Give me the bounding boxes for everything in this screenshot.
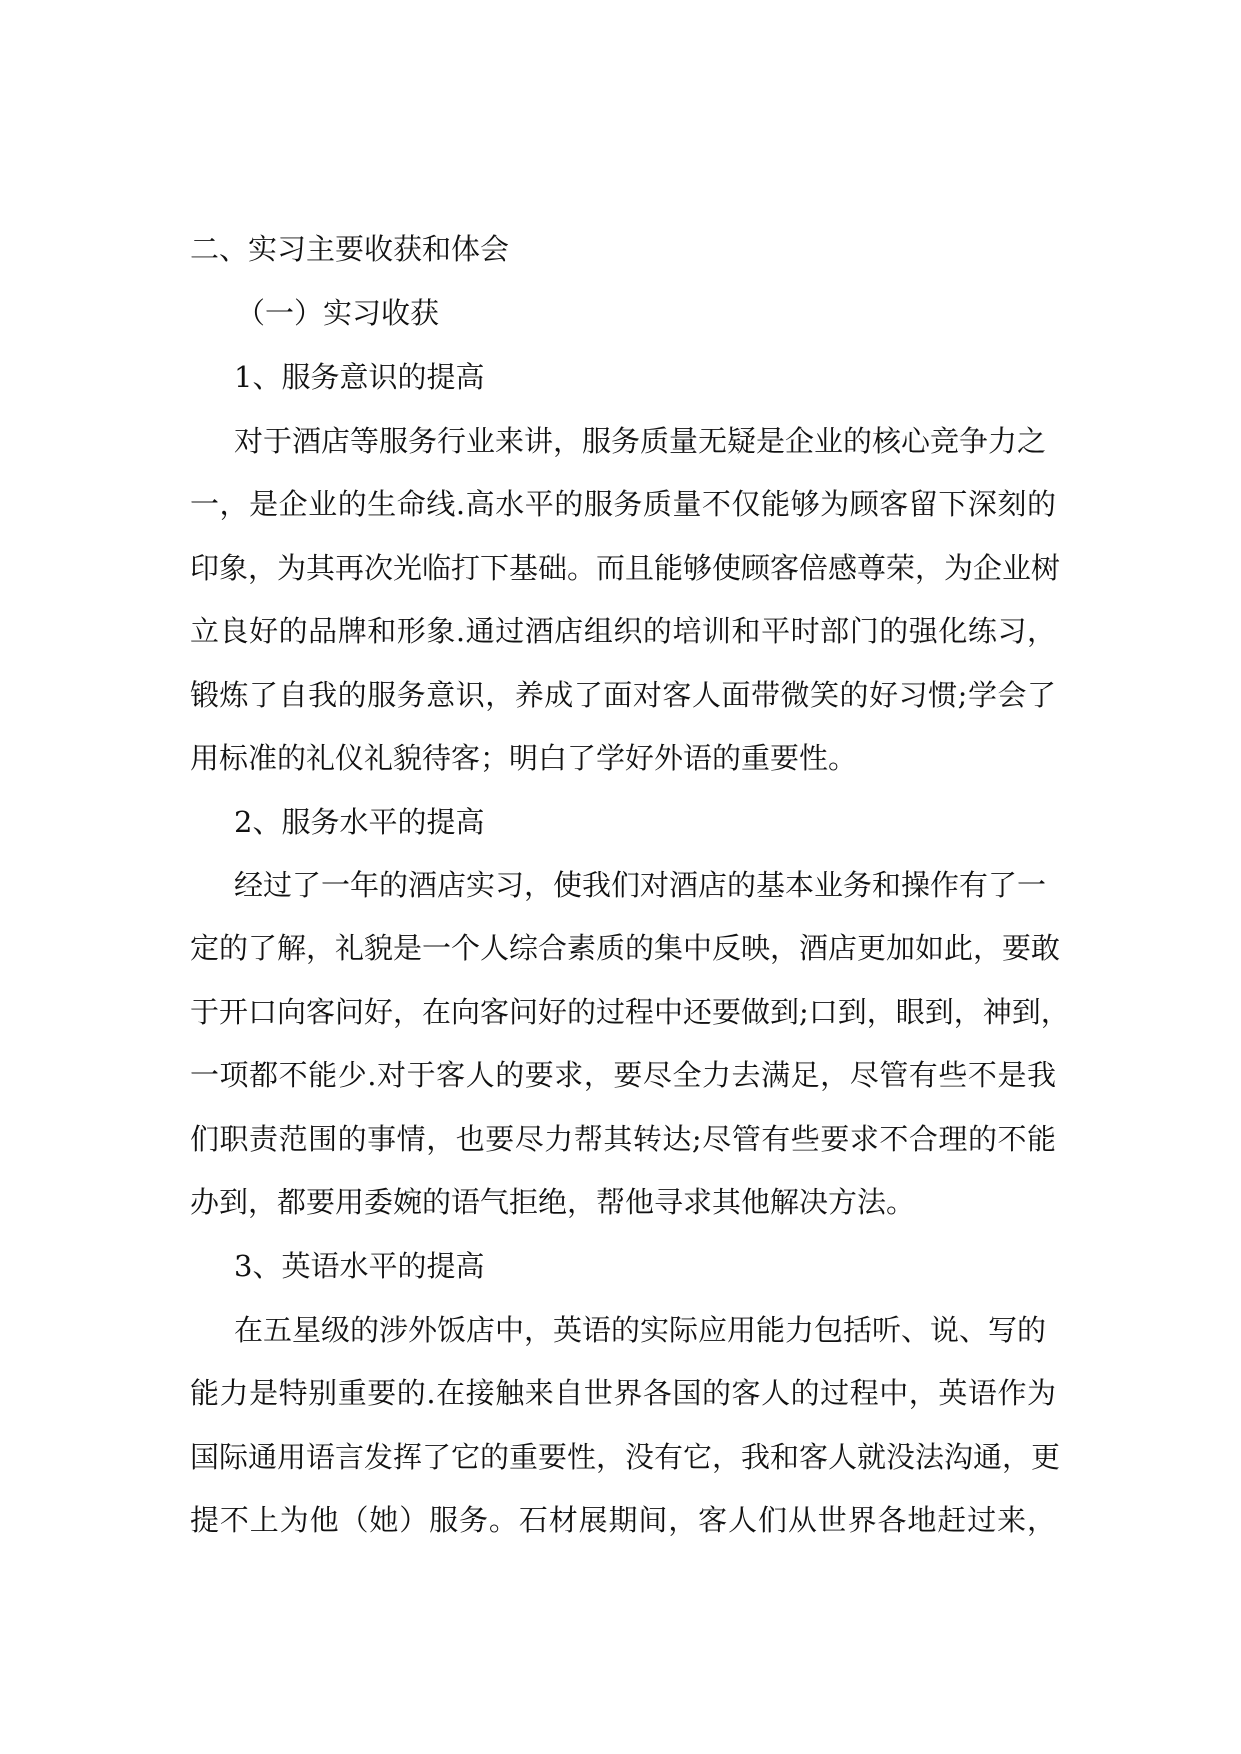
paragraph-line: 在五星级的涉外饭店中，英语的实际应用能力包括听、说、写的 <box>234 1313 1047 1347</box>
paragraph-line: 用标准的礼仪礼貌待客；明白了学好外语的重要性。 <box>190 741 858 775</box>
paragraph-line: 们职责范围的事情，也要尽力帮其转达;尽管有些要求不合理的不能 <box>190 1122 1056 1156</box>
paragraph-line: 锻炼了自我的服务意识，养成了面对客人面带微笑的好习惯;学会了 <box>190 678 1056 712</box>
paragraph-line: 提不上为他（她）服务。石材展期间，客人们从世界各地赶过来， <box>190 1503 1056 1537</box>
paragraph-line: 一项都不能少.对于客人的要求，要尽全力去满足，尽管有些不是我 <box>190 1058 1056 1092</box>
paragraph-line: 能力是特别重要的.在接触来自世界各国的客人的过程中，英语作为 <box>190 1376 1056 1410</box>
subsection-heading: （一）实习收获 <box>236 296 440 330</box>
paragraph-line: 立良好的品牌和形象.通过酒店组织的培训和平时部门的强化练习， <box>190 614 1056 648</box>
item-1-heading: 1、服务意识的提高 <box>234 360 485 394</box>
paragraph-line: 于开口向客问好，在向客问好的过程中还要做到;口到，眼到，神到， <box>190 995 1070 1029</box>
paragraph-line: 一，是企业的生命线.高水平的服务质量不仅能够为顾客留下深刻的 <box>190 487 1056 521</box>
paragraph-line: 定的了解，礼貌是一个人综合素质的集中反映，酒店更加如此，要敢 <box>190 931 1061 965</box>
paragraph-line: 国际通用语言发挥了它的重要性，没有它，我和客人就没法沟通，更 <box>190 1440 1061 1474</box>
paragraph-line: 办到，都要用委婉的语气拒绝，帮他寻求其他解决方法。 <box>190 1185 916 1219</box>
item-2-heading: 2、服务水平的提高 <box>234 805 485 839</box>
paragraph-line: 印象，为其再次光临打下基础。而且能够使顾客倍感尊荣，为企业树 <box>190 551 1061 585</box>
item-3-heading: 3、英语水平的提高 <box>234 1249 485 1283</box>
paragraph-line: 对于酒店等服务行业来讲，服务质量无疑是企业的核心竞争力之 <box>234 424 1047 458</box>
section-heading: 二、实习主要收获和体会 <box>190 232 510 266</box>
paragraph-line: 经过了一年的酒店实习，使我们对酒店的基本业务和操作有了一 <box>234 868 1047 902</box>
